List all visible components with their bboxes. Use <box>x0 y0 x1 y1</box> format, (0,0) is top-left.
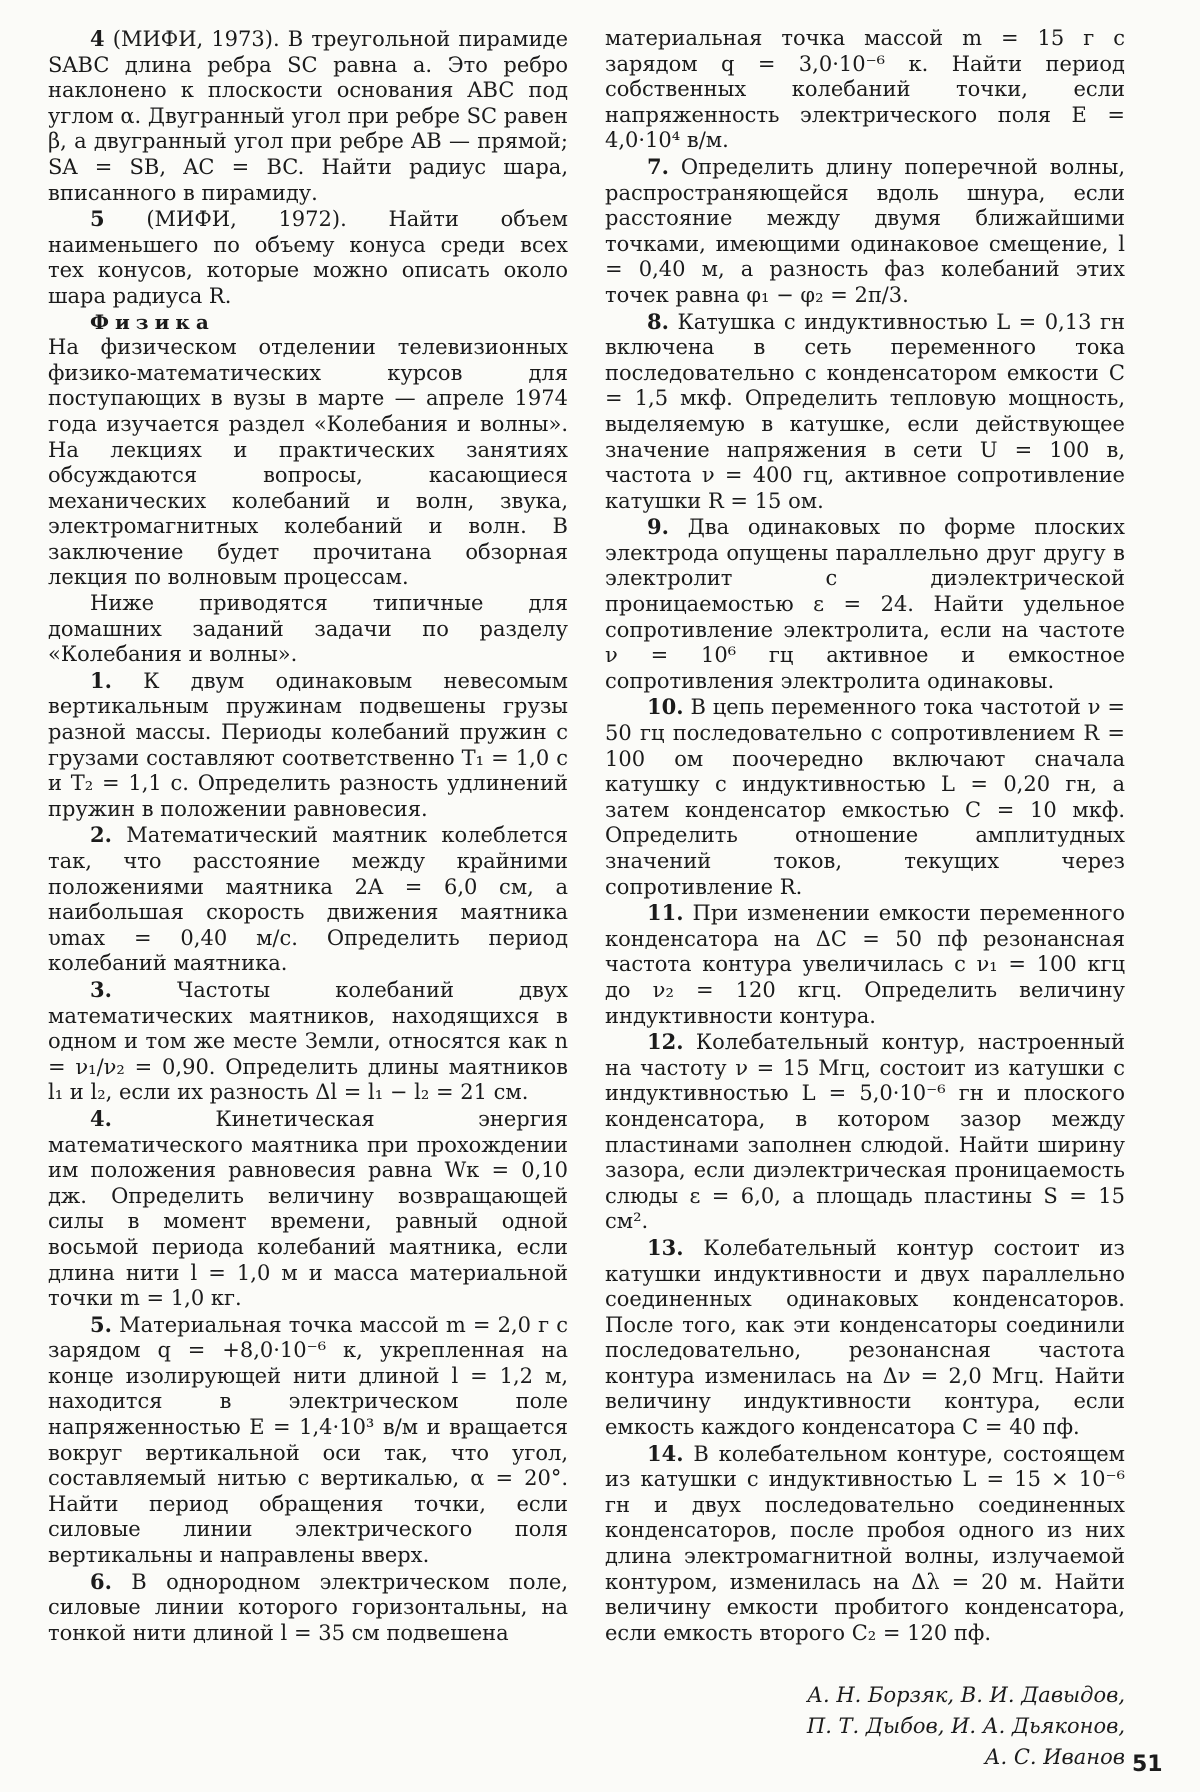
physics-problem-7 <box>605 154 1125 309</box>
physics-problem-2 <box>48 822 568 977</box>
physics-problem-12 <box>605 1029 1125 1235</box>
physics-problem-13 <box>605 1235 1125 1441</box>
problem-text: Катушка с индуктивностью L = 0,13 гн включена в сеть переменного тока последовательно с конденсатором емкости C = 1,5 мкф. Определить тепловую мощность, выделяемую в катушке, если действующее значение напряжения в сети U = 100 в, частота ν = 400 гц, активное сопротивление катушки R = 15 ом. <box>605 309 1125 513</box>
authors-line: П. Т. Дыбов, И. А. Дьяконов, <box>806 1714 1125 1739</box>
problem-number: 10. <box>647 694 684 720</box>
problem-number: 9. <box>647 514 669 540</box>
physics-problem-14 <box>605 1441 1125 1647</box>
problem-number: 5 <box>90 206 105 232</box>
problem-text: (МИФИ, 1973). В треугольной пирамиде SABC длина ребра SC равна a. Это ребро наклонено к плоскости основания ABC под углом α. Двугранный угол при ребре SC равен β, а двугранный угол при ребре AB — прямой; SA = SB, AC = BC. Найти радиус шара, вписанного в пирамиду. <box>48 27 569 205</box>
right-column <box>605 26 1125 1773</box>
math-problem-5 <box>48 206 568 309</box>
problem-text: Математический маятник колеблется так, что расстояние между крайними положениями маятника 2A = 6,0 см, а наибольшая скорость движения маятника υmax = 0,40 м/с. Определить период колебаний маятника. <box>48 823 568 976</box>
problem-text: (МИФИ, 1972). Найти объем наименьшего по объему конуса среди всех тех конусов, которые можно описать около шара радиуса R. <box>48 207 568 308</box>
problem-number: 1. <box>90 667 112 693</box>
problem-text: При изменении емкости переменного конденсатора на ΔC = 50 пф резонансная частота контура увеличилась с ν₁ = 100 кгц до ν₂ = 120 кгц. Определить величину индуктивности контура. <box>605 901 1125 1028</box>
problem-number: 7. <box>647 153 669 179</box>
problem-number: 12. <box>647 1029 684 1055</box>
physics-problem-9 <box>605 514 1125 694</box>
problem-text: В однородном электрическом поле, силовые линии которого горизонтальны, на тонкой нити длиной l = 35 см подвешена <box>48 1569 568 1645</box>
problem-text: В цепь переменного тока частотой ν = 50 гц последовательно с сопротивлением R = 100 ом поочередно включают сначала катушку с индуктивностью L = 0,20 гн, а затем конденсатор емкостью C = 10 мкф. Определить отношение амплитудных значений токов, текущих через сопротивление R. <box>605 695 1125 899</box>
problem-number: 5. <box>90 1311 112 1337</box>
physics-problem-4 <box>48 1106 568 1312</box>
intro-paragraph-2: Ниже приводятся типичные для домашних заданий задачи по разделу «Колебания и волны». <box>48 591 568 667</box>
problem-number: 4. <box>90 1105 112 1131</box>
authors-line: А. С. Иванов <box>984 1745 1125 1770</box>
intro-paragraph: На физическом отделении телевизионных физико-математических курсов для поступающих в вузы в марте — апреле 1974 года изучается раздел «Колебания и волны». На лекциях и практических занятиях обсуждаются вопросы, касающиеся механических колебаний и волн, звука, электромагнитных колебаний и волн. В заключение будет прочитана обзорная лекция по волновым процессам. <box>48 335 568 590</box>
problem-text: Колебательный контур, настроенный на частоту ν = 15 Мгц, состоит из катушки с индуктивностью L = 5,0·10⁻⁶ гн и плоского конденсатора, в котором зазор между пластинами заполнен слюдой. Найти ширину зазора, если диэлектрическая проницаемость слюды ε = 6,0, а площадь пластины S = 15 см². <box>605 1030 1125 1234</box>
physics-problem-6 <box>48 1569 568 1647</box>
problem-number: 13. <box>647 1234 684 1260</box>
problem-text: Колебательный контур состоит из катушки индуктивности и двух параллельно соединенных одинаковых конденсаторов. После того, как эти конденсаторы соединили последовательно, резонансная частота контура изменилась на Δν = 2,0 Мгц. Найти величину индуктивности контура, если емкость каждого конденсатора C = 40 пф. <box>605 1235 1125 1440</box>
problem-number: 8. <box>647 308 669 334</box>
authors-line: А. Н. Борзяк, В. И. Давыдов, <box>807 1683 1125 1708</box>
problem-text: Два одинаковых по форме плоских электрода опущены параллельно друг другу в электролит с диэлектрической проницаемостью ε = 24. Найти удельное сопротивление электролита, если на частоте ν = 10⁶ гц активное и емкостное сопротивления электролита одинаковы. <box>605 515 1125 693</box>
problem-number: 3. <box>90 976 112 1002</box>
problem-text: Материальная точка массой m = 2,0 г с зарядом q = +8,0·10⁻⁶ к, укрепленная на конце изолирующей нити длиной l = 1,2 м, находится в электрическом поле напряженностью E = 1,4·10³ в/м и вращается вокруг вертикальной оси так, что угол, составляемый нитью с вертикалью, α = 20°. Найти период обращения точки, если силовые линии электрического поля вертикальны и направлены вверх. <box>48 1312 568 1568</box>
problem-number: 14. <box>647 1440 684 1466</box>
problem-text: Определить длину поперечной волны, распространяющейся вдоль шнура, если расстояние между двумя ближайшими точками, имеющими одинаковое смещение, l = 0,40 м, а разность фаз колебаний этих точек равна φ₁ − φ₂ = 2π/3. <box>605 154 1125 307</box>
physics-problem-10 <box>605 694 1125 900</box>
left-column <box>48 26 568 1646</box>
physics-problem-8 <box>605 309 1125 515</box>
problem-text: Частоты колебаний двух математических маятников, находящихся в одном и том же месте Земли, относятся как n = ν₁/ν₂ = 0,90. Определить длины маятников l₁ и l₂, если их разность Δl = l₁ − l₂ = 21 см. <box>48 977 568 1105</box>
page-number: 51 <box>1132 1752 1163 1777</box>
physics-problem-11 <box>605 900 1125 1029</box>
physics-problem-5 <box>48 1312 568 1569</box>
section-title: Физика <box>90 309 215 334</box>
problem-text: К двум одинаковым невесомым вертикальным пружинам подвешены грузы разной массы. Периоды колебаний пружин с грузами составляют соответственно T₁ = 1,0 с и T₂ = 1,1 с. Определить разность удлинений пружин в положении равновесия. <box>48 668 568 821</box>
problem-number: 2. <box>90 822 112 848</box>
problem-6-continuation: материальная точка массой m = 15 г с зарядом q = 3,0·10⁻⁶ к. Найти период собственных колебаний точки, если напряженность электрического поля E = 4,0·10⁴ в/м. <box>605 26 1125 153</box>
authors-block <box>605 1680 1125 1773</box>
physics-problem-1 <box>48 668 568 823</box>
problem-number: 4 <box>90 26 105 51</box>
problem-text: В колебательном контуре, состоящем из катушки с индуктивностью L = 15 × 10⁻⁶ гн и двух последовательно соединенных конденсаторов, после пробоя одного из них длина электромагнитной волны, излучаемой контуром, изменилась на Δλ = 20 м. Найти величину емкости пробитого конденсатора, если емкость второго C₂ = 120 пф. <box>605 1441 1125 1645</box>
problem-number: 6. <box>90 1568 112 1594</box>
problem-number: 11. <box>647 900 684 926</box>
math-problem-4 <box>48 26 568 206</box>
physics-problem-3 <box>48 977 568 1106</box>
problem-text: Кинетическая энергия математического маятника при прохождении им положения равновесия равна Wк = 0,10 дж. Определить величину возвращающей силы в момент времени, равный одной восьмой периода колебаний маятника, если длина нити l = 1,0 м и масса материальной точки m = 1,0 кг. <box>48 1106 568 1311</box>
